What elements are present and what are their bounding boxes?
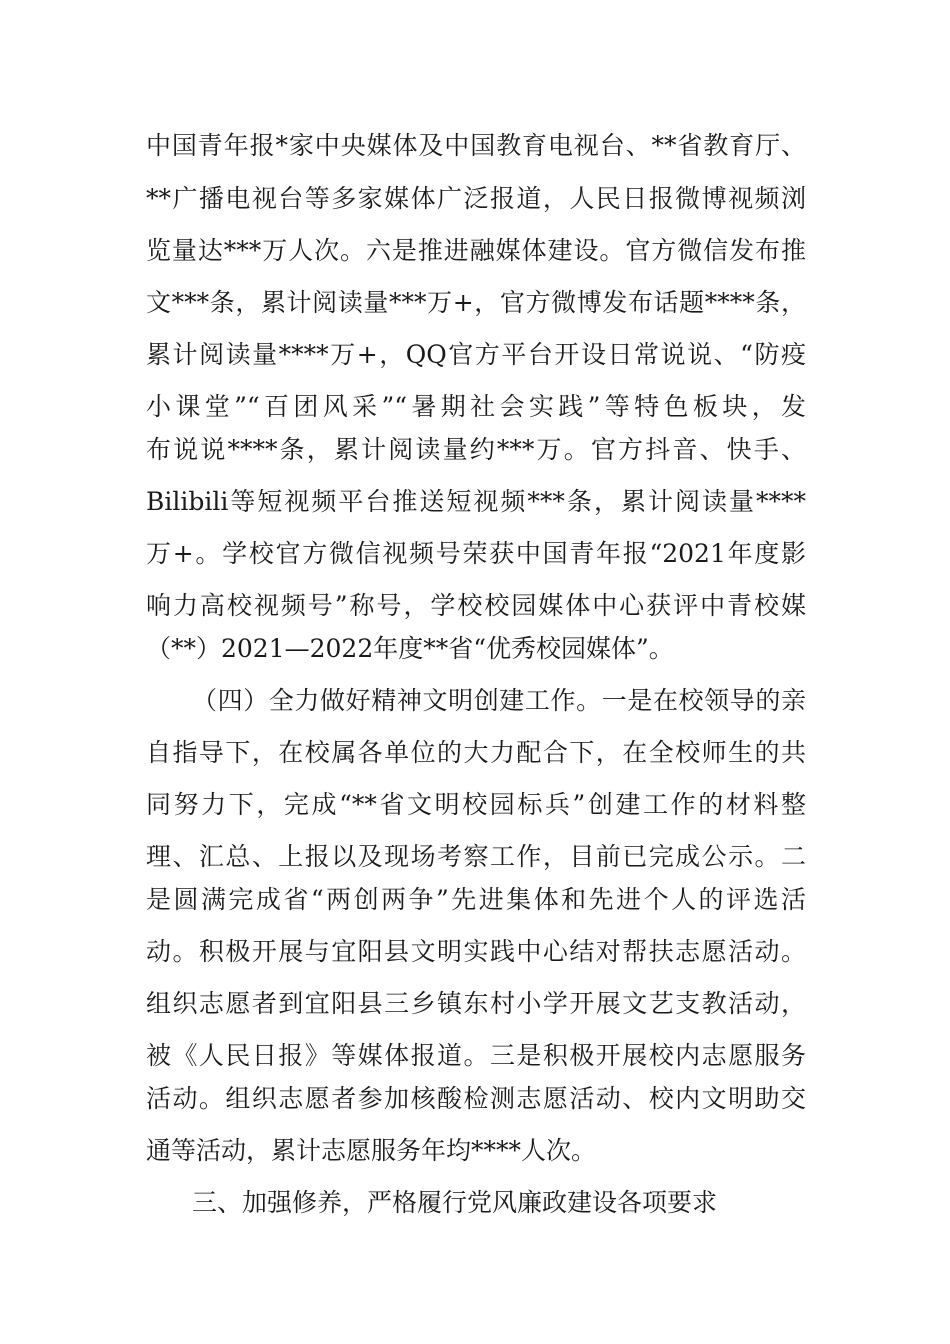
- section-heading: 三、加强修养，严格履行党风廉政建设各项要求: [192, 1188, 718, 1217]
- paragraph-line: 同努力下，完成“**省文明校园标兵”创建工作的材料整: [146, 790, 806, 819]
- paragraph-line: 累计阅读量****万+，QQ官方平台开设日常说说、“防疫: [146, 340, 806, 369]
- paragraph-line: 理、汇总、上报以及现场考察工作，目前已完成公示。二: [146, 842, 806, 871]
- paragraph-line: 小课堂”“百团风采”“暑期社会实践”等特色板块，发: [146, 392, 806, 421]
- paragraph-line: （四）全力做好精神文明创建工作。一是在校领导的亲: [192, 686, 806, 715]
- paragraph-line: 是圆满完成省“两创两争”先进集体和先进个人的评选活: [146, 885, 806, 914]
- paragraph-line: 万+。学校官方微信视频号荣获中国青年报“2021年度影: [146, 539, 806, 568]
- paragraph-line: 中国青年报*家中央媒体及中国教育电视台、**省教育厅、: [146, 131, 806, 160]
- paragraph-line: 自指导下，在校属各单位的大力配合下，在全校师生的共: [146, 738, 806, 767]
- paragraph-line: 布说说****条，累计阅读量约***万。官方抖音、快手、: [146, 435, 806, 464]
- paragraph-line: **广播电视台等多家媒体广泛报道，人民日报微博视频浏: [146, 184, 806, 213]
- paragraph-line: 响力高校视频号”称号，学校校园媒体中心获评中青校媒: [146, 591, 806, 620]
- paragraph-line: Bilibili等短视频平台推送短视频***条，累计阅读量****: [146, 487, 806, 516]
- paragraph-line: 通等活动，累计志愿服务年均****人次。: [146, 1136, 597, 1165]
- paragraph-line: 活动。组织志愿者参加核酸检测志愿活动、校内文明助交: [146, 1084, 806, 1113]
- paragraph-line: 被《人民日报》等媒体报道。三是积极开展校内志愿服务: [146, 1041, 806, 1070]
- paragraph-line: （**）2021—2022年度**省“优秀校园媒体”。: [146, 634, 674, 663]
- paragraph-line: 览量达***万人次。六是推进融媒体建设。官方微信发布推: [146, 236, 806, 265]
- paragraph-line: 动。积极开展与宜阳县文明实践中心结对帮扶志愿活动。: [146, 937, 806, 966]
- paragraph-line: 组织志愿者到宜阳县三乡镇东村小学开展文艺支教活动，: [146, 989, 806, 1018]
- paragraph-line: 文***条，累计阅读量***万+，官方微博发布话题****条，: [146, 288, 806, 317]
